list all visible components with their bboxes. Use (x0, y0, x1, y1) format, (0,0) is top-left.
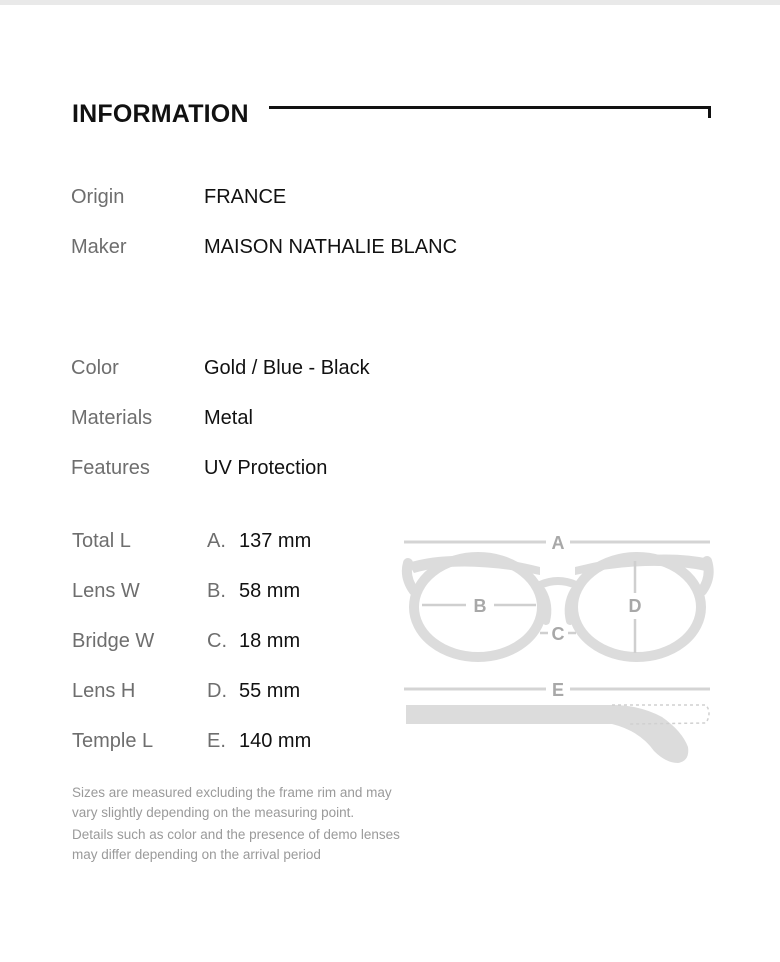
info-row-color (0, 357, 780, 387)
info-row-materials (0, 407, 780, 437)
size-value: 18 mm (239, 630, 301, 652)
info-label: Origin (71, 186, 125, 208)
info-value: Gold / Blue - Black (204, 357, 370, 379)
header-rule-tick (708, 106, 711, 118)
info-label: Maker (71, 236, 127, 258)
size-label: Bridge W (72, 630, 155, 652)
info-value: FRANCE (204, 186, 287, 208)
size-label: Lens H (72, 680, 136, 702)
size-label: Temple L (72, 730, 154, 752)
info-label: Materials (71, 407, 153, 429)
header-rule (269, 106, 711, 109)
size-letter: D. (207, 680, 227, 702)
section-title: INFORMATION (72, 100, 249, 128)
dimension-b-label: B (473, 596, 487, 616)
info-row-origin (0, 186, 780, 216)
glasses-dimension-diagram (400, 525, 715, 770)
dimension-c-label: C (551, 624, 565, 644)
size-value: 140 mm (239, 730, 312, 752)
dimension-a-label: A (551, 533, 565, 553)
info-label: Features (71, 457, 150, 479)
note-measurement: Sizes are measured excluding the frame rim and may vary slightly depending on the measuring point. (72, 785, 392, 820)
size-letter: B. (207, 580, 226, 602)
info-value: MAISON NATHALIE BLANC (204, 236, 458, 258)
glasses-temple-icon (406, 705, 709, 763)
size-letter: A. (207, 530, 226, 552)
info-row-maker (0, 236, 780, 266)
size-value: 55 mm (239, 680, 301, 702)
top-divider (0, 0, 780, 5)
size-letter: E. (207, 730, 226, 752)
size-value: 137 mm (239, 530, 312, 552)
note-details: Details such as color and the presence of demo lenses may differ depending on the arrival period (72, 827, 400, 862)
dimension-e-label: E (551, 680, 565, 700)
info-value: UV Protection (204, 457, 328, 479)
size-value: 58 mm (239, 580, 301, 602)
info-value: Metal (204, 407, 253, 429)
dimension-d-label: D (628, 596, 642, 616)
size-notes (72, 783, 402, 867)
information-header (72, 98, 712, 138)
size-label: Total L (72, 530, 131, 552)
size-label: Lens W (72, 580, 140, 602)
info-label: Color (71, 357, 119, 379)
info-row-features (0, 457, 780, 487)
size-letter: C. (207, 630, 227, 652)
